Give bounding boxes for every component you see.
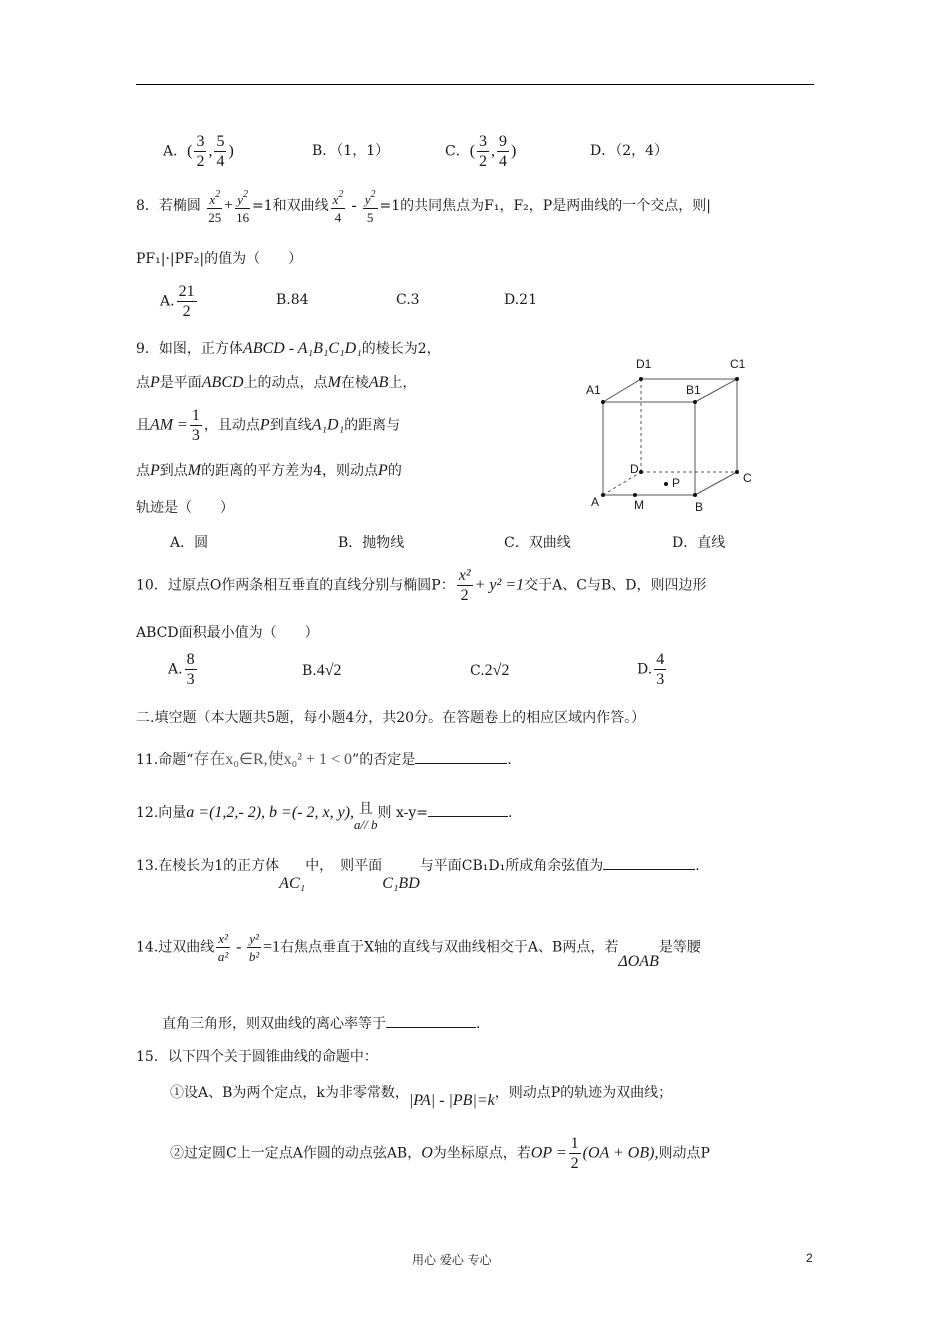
q8-line2: PF₁|·|PF₂|的值为（ ） (136, 251, 303, 267)
label-b: B (695, 500, 704, 514)
q13: 13.在棱长为1的正方体AC₁中， 则平面C₁BD与平面CB₁D₁所成角余弦值为 . (136, 855, 700, 893)
q8-option-b: B.84 (276, 292, 309, 308)
label-p: P (672, 476, 681, 490)
q11: 11.命题“存在x₀∈R,使x₀² + 1 < 0”的否定是 . (136, 751, 512, 768)
q14-line1: 14.过双曲线 $\frac{\text{x²}}{\text{a²}}$ - $\frac{\text{y²}}{\text{b²}}$ =1右焦点垂直于X轴的直线与双曲线相交于A、B两点，若ΔOAB是等腰 (136, 931, 701, 970)
q10-option-d: D. $\frac{4}{3}$ (637, 651, 665, 688)
q15-item-1: ①设A、B为两个定点，k为非零常数，|PA| - |PB|=k，则动点P的轨迹为双曲线； (170, 1085, 673, 1109)
edge-bc (695, 472, 737, 495)
q10-option-a: A. $\frac{8}{3}$ (168, 651, 195, 688)
q8-line1: 8．若椭圆 $\frac{x^2}{25}$ + $\frac{y^2}{16}$ =1和双曲线 $\frac{x^2}{4}$ - $\frac{y^2}{5}$ =1的共同焦点为F₁，F₂，P是两曲线的一个交点，则| (136, 186, 711, 226)
edge-b1c1 (695, 379, 737, 402)
label-c: C (743, 471, 752, 485)
point-d (639, 470, 643, 474)
q9-line4: 点P到点M的距离的平方差为4，则动点P的 (136, 462, 402, 479)
q15-item-2: ②过定圆C上一定点A作圆的动点弦AB，O为坐标原点，若OP = $\frac{1}{2}$ (OA + OB),则动点P (170, 1135, 710, 1172)
q7-option-c: C．( $\frac{3}{2}$ , $\frac{9}{4}$ ) (445, 133, 517, 170)
label-b1: B1 (686, 383, 701, 397)
point-d1 (639, 377, 643, 381)
q9-line1: 9．如图，正方体ABCD - A₁B₁C₁D₁的棱长为2， (136, 340, 441, 357)
page-number: 2 (806, 1251, 813, 1265)
q9-line3: 且AM = $\frac{1}{3}$ ，且动点P到直线A₁D₁的距离与 (136, 407, 401, 444)
edge-a1d1 (603, 379, 641, 402)
label-a1: A1 (586, 383, 601, 397)
point-a (601, 493, 605, 497)
label-c1: C1 (730, 357, 746, 371)
q12: 12.向量a =(1,2,- 2), b =(- 2, x, y), 且 a// b 则 x-y= . (136, 801, 513, 832)
point-c (735, 470, 739, 474)
q8-option-a: A. $\frac{21}{2}$ (160, 283, 195, 320)
point-p (664, 482, 668, 486)
header-rule (136, 84, 814, 85)
q8-option-d: D.21 (504, 292, 537, 308)
q14-answer-blank[interactable] (386, 1013, 476, 1028)
footer-slogan: 用心 爱心 专心 (412, 1253, 492, 1267)
q9-option-a: A．圆 (170, 535, 209, 551)
q7-option-b: B．（1，1） (312, 143, 390, 159)
q9-line5: 轨迹是（ ） (136, 500, 234, 516)
q15-title: 15．以下四个关于圆锥曲线的命题中： (136, 1049, 378, 1065)
cube-figure (580, 352, 760, 522)
q8-option-c: C.3 (396, 292, 420, 308)
point-m (633, 493, 637, 497)
q13-answer-blank[interactable] (603, 855, 695, 870)
point-b1 (693, 400, 697, 404)
label-d: D (630, 462, 639, 476)
q14-line2: 直角三角形，则双曲线的离心率等于 . (162, 1013, 480, 1033)
q9-line2: 点P是平面ABCD上的动点，点M在棱AB上， (136, 374, 417, 391)
q11-answer-blank[interactable] (415, 749, 507, 764)
q10-option-b: B.4√2 (302, 662, 342, 679)
q10-line1: 10．过原点O作两条相互垂直的直线分别与椭圆P： $\frac{\text{x²}}{2}$ + y² =1交于A、C与B、D，则四边形 (136, 567, 707, 604)
label-m: M (634, 498, 644, 512)
q9-option-c: C．双曲线 (504, 535, 571, 551)
q10-option-c: C.2√2 (470, 662, 510, 679)
label-a: A (591, 495, 600, 509)
q7-option-a: A．( $\frac{3}{2}$ , $\frac{5}{4}$ ) (163, 133, 234, 170)
label-d1: D1 (636, 357, 652, 371)
point-c1 (735, 377, 739, 381)
q9-option-b: B．抛物线 (338, 535, 405, 551)
q9-option-d: D．直线 (672, 535, 726, 551)
section-fill-in-header: 二.填空题（本大题共5题，每小题4分，共20分。在答题卷上的相应区域内作答。） (136, 710, 646, 726)
q7-option-d: D．（2，4） (590, 143, 669, 159)
q12-answer-blank[interactable] (428, 802, 508, 817)
point-b (693, 493, 697, 497)
point-a1 (601, 400, 605, 404)
q10-line2: ABCD面积最小值为（ ） (136, 625, 319, 641)
